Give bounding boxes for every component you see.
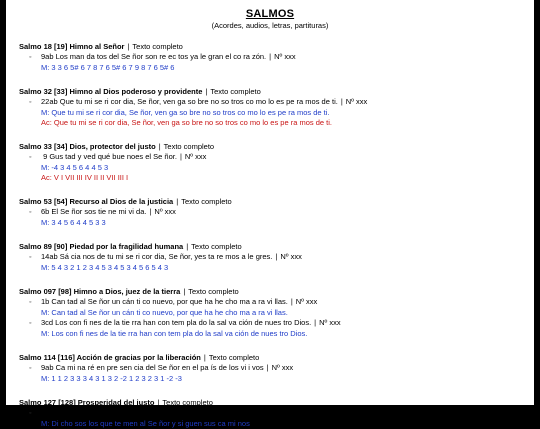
- number-link[interactable]: Nº xxx: [345, 97, 368, 106]
- texto-completo-link[interactable]: Texto completo: [162, 398, 213, 407]
- bullet-icon: ◦: [29, 154, 32, 161]
- page-subtitle: (Acordes, audios, letras, partituras): [211, 21, 329, 30]
- texto-completo-link[interactable]: Texto completo: [132, 42, 183, 51]
- verse-line: [19, 152, 534, 163]
- separator: |: [127, 42, 130, 51]
- separator: |: [203, 353, 206, 362]
- psalm-title: Salmo 114 [116] Acción de gracias por la liberación: [19, 353, 201, 362]
- psalm-heading: [19, 197, 534, 207]
- separator: |: [266, 363, 269, 372]
- psalm-entry: [19, 87, 534, 128]
- page-title: SALMOS: [245, 8, 295, 20]
- melody-line: M: Can tad al Se ñor un cán ti co nuevo, por que ha he cho ma a ra vi llas.: [41, 308, 288, 317]
- melody-line: M: 1 1 2 3 3 3 4 3 1 3 2 -2 1 2 3 2 3 1 -2 -3: [41, 374, 182, 383]
- verse-line: [19, 318, 534, 329]
- number-link[interactable]: Nº xxx: [319, 318, 341, 327]
- bullet-icon: ◦: [29, 209, 32, 216]
- separator: |: [176, 197, 179, 206]
- psalm-heading: [19, 242, 534, 252]
- separator: |: [314, 318, 317, 327]
- verse-line: [19, 408, 534, 419]
- separator: |: [158, 142, 161, 151]
- bullet-icon: ◦: [29, 254, 32, 261]
- verse-text: 3cd Los con fi nes de la tie rra han con tem pla do la sal va ción de nues tro Dios.: [41, 318, 312, 327]
- verse-text: 1bc Di cho sos los que te men al Se ñor y si guen sus ca mi nos.: [41, 408, 256, 417]
- bullet-icon: ◦: [29, 99, 32, 106]
- verse-line: [19, 97, 534, 108]
- bullet-icon: ◦: [29, 365, 32, 372]
- melody-line: M: 3 4 5 6 4 4 5 3 3: [41, 218, 106, 227]
- verse-text: 9 Gus tad y ved qué bue noes el Se ñor.: [41, 152, 177, 161]
- texto-completo-link[interactable]: Texto completo: [188, 287, 239, 296]
- melody-line: M: Que tu mi se ri cor dia, Se ñor, ven ga so bre no so tros co mo lo es pe ra mos de ti.: [41, 108, 330, 117]
- number-link[interactable]: Nº xxx: [295, 297, 318, 306]
- texto-completo-link[interactable]: Texto completo: [163, 142, 215, 151]
- separator: |: [275, 252, 278, 261]
- melody-line: M: 5 4 3 2 1 2 3 4 5 3 4 5 3 4 5 6 5 4 3: [41, 263, 169, 272]
- verse-text: 1b Can tad al Se ñor un cán ti co nuevo, por que ha he cho ma a ra vi llas.: [41, 297, 288, 306]
- texto-completo-link[interactable]: Texto completo: [210, 87, 261, 96]
- separator: |: [186, 242, 189, 251]
- psalm-entry: [19, 287, 534, 339]
- separator: |: [183, 287, 186, 296]
- bullet-icon: ◦: [29, 54, 32, 61]
- separator: |: [157, 398, 160, 407]
- psalm-entry: [19, 353, 534, 384]
- psalm-heading: [19, 87, 534, 97]
- verse-line: [19, 252, 534, 263]
- melody-line: M: -4 3 4 5 6 4 4 5 3: [41, 163, 109, 172]
- bullet-icon: ◦: [29, 410, 32, 417]
- number-link[interactable]: Nº xxx: [274, 52, 296, 61]
- psalm-title: Salmo 18 [19] Himno al Señor: [19, 42, 125, 51]
- separator: |: [258, 408, 261, 417]
- psalm-heading: [19, 142, 534, 152]
- psalm-title: Salmo 89 [90] Piedad por la fragilidad humana: [19, 242, 184, 251]
- melody-line: M: Di cho sos los que te men al Se ñor y si guen sus ca mi nos: [41, 419, 250, 428]
- psalm-entry: [19, 398, 534, 429]
- bullet-icon: ◦: [29, 320, 32, 327]
- psalm-title: Salmo 33 [34] Dios, protector del justo: [19, 142, 156, 151]
- psalm-heading: [19, 398, 534, 408]
- verse-text: 9ab Ca mi na ré en pre sen cia del Se ñor en el pa ís de los vi i vos: [41, 363, 264, 372]
- verse-line: [19, 363, 534, 374]
- psalm-entry: [19, 42, 534, 73]
- number-link[interactable]: Nº xxx: [280, 252, 302, 261]
- separator: |: [340, 97, 343, 106]
- psalm-title: Salmo 53 [54] Recurso al Dios de la justicia: [19, 197, 174, 206]
- psalm-heading: [19, 353, 534, 363]
- psalm-entry: [19, 242, 534, 273]
- texto-completo-link[interactable]: Texto completo: [208, 353, 260, 362]
- number-link[interactable]: Nº xxx: [263, 408, 286, 417]
- psalm-title: Salmo 32 [33] Himno al Dios poderoso y providente: [19, 87, 203, 96]
- verse-line: [19, 52, 534, 63]
- psalm-entry: [19, 197, 534, 228]
- chord-line: Ac: V I VII III IV II II VII III I: [41, 173, 129, 182]
- document-page: [6, 0, 534, 428]
- melody-line: M: Los con fi nes de la tie rra han con tem pla do la sal va ción de nues tro Dios.: [41, 329, 308, 338]
- chord-line: Ac: Que tu mi se ri cor dia, Se ñor, ven ga so bre no so tros co mo lo es pe ra mos de ti.: [41, 118, 332, 127]
- verse-line: [19, 297, 534, 308]
- bullet-icon: ◦: [29, 299, 32, 306]
- texto-completo-link[interactable]: Texto completo: [191, 242, 242, 251]
- verse-text: 9ab Los man da tos del Se ñor son re ec tos ya le gran el co ra zón.: [41, 52, 267, 61]
- verse-line: [19, 207, 534, 218]
- melody-line: M: 3 3 6 5# 6 7 8 7 6 5# 6 7 9 8 7 6 5# 6: [41, 63, 175, 72]
- verse-text: 14ab Sá cia nos de tu mi se ri cor dia, Se ñor, yes ta re mos a le gres.: [41, 252, 273, 261]
- separator: |: [290, 297, 293, 306]
- number-link[interactable]: Nº xxx: [184, 152, 207, 161]
- psalm-title: Salmo 097 [98] Himno a Dios, juez de la tierra: [19, 287, 181, 296]
- psalm-entry: [19, 142, 534, 183]
- separator: |: [205, 87, 208, 96]
- verse-text: 22ab Que tu mi se ri cor dia, Se ñor, ven ga so bre no so tros co mo lo es pe ra mos de ti.: [41, 97, 338, 106]
- number-link[interactable]: Nº xxx: [154, 207, 176, 216]
- number-link[interactable]: Nº xxx: [271, 363, 294, 372]
- psalm-heading: [19, 42, 534, 52]
- separator: |: [179, 152, 182, 161]
- texto-completo-link[interactable]: Texto completo: [181, 197, 232, 206]
- verse-text: 6b El Se ñor sos tie ne mi vi da.: [41, 207, 147, 216]
- page-header: [6, 0, 534, 30]
- psalm-heading: [19, 287, 534, 297]
- psalm-list: [6, 30, 534, 429]
- separator: |: [269, 52, 272, 61]
- psalm-title: Salmo 127 [128] Prosperidad del justo: [19, 398, 155, 407]
- separator: |: [149, 207, 152, 216]
